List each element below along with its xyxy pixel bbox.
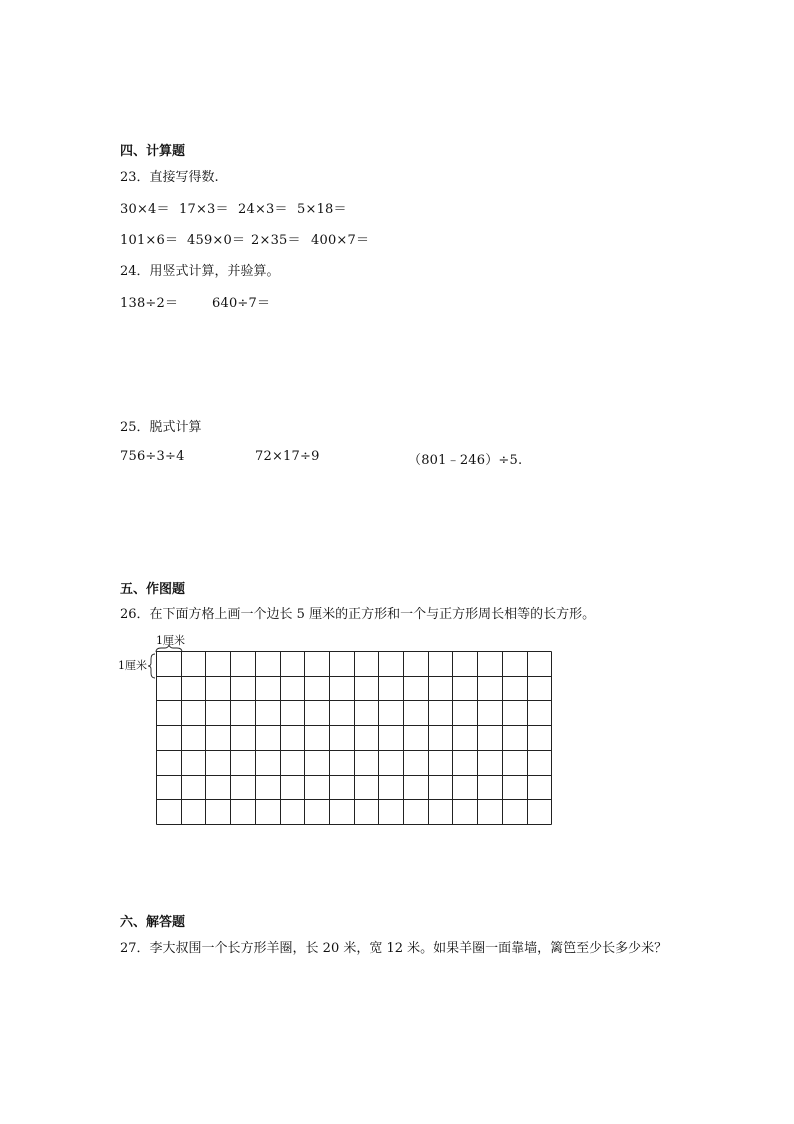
unit-label-left: 1厘米 bbox=[118, 659, 147, 672]
unit-label-top: 1厘米 bbox=[156, 634, 185, 647]
q23-expr-7: 2×35＝ bbox=[251, 233, 301, 248]
question-26-prompt: 26．在下面方格上画一个边长 5 厘米的正方形和一个与正方形周长相等的长方形。 bbox=[120, 607, 596, 622]
q25-expr-2: 72×17÷9 bbox=[255, 449, 320, 464]
q23-expr-3: 24×3＝ bbox=[238, 202, 288, 217]
q25-expr-1: 756÷3÷4 bbox=[120, 449, 185, 464]
q24-expr-2: 640÷7＝ bbox=[212, 296, 271, 311]
question-27-prompt: 27．李大叔围一个长方形羊圈，长 20 米，宽 12 米。如果羊圈一面靠墙，篱笆至少长多少米？ bbox=[120, 941, 668, 956]
section-title-drawing: 五、作图题 bbox=[120, 582, 186, 597]
q25-expr-3: （801﹣246）÷5. bbox=[408, 453, 523, 468]
q23-expr-5: 101×6＝ bbox=[120, 233, 179, 248]
section-title-word-problems: 六、解答题 bbox=[120, 915, 186, 930]
q23-expr-4: 5×18＝ bbox=[297, 202, 347, 217]
q23-expr-1: 30×4＝ bbox=[120, 202, 170, 217]
question-23-prompt: 23．直接写得数. bbox=[120, 170, 219, 185]
q23-expr-2: 17×3＝ bbox=[179, 202, 229, 217]
q24-expr-1: 138÷2＝ bbox=[120, 296, 179, 311]
square-grid[interactable] bbox=[156, 651, 556, 830]
left-brace-icon bbox=[148, 652, 156, 680]
q23-expr-6: 459×0＝ bbox=[187, 233, 246, 248]
question-25-prompt: 25．脱式计算 bbox=[120, 420, 202, 435]
section-title-calculation: 四、计算题 bbox=[120, 144, 186, 159]
q23-expr-8: 400×7＝ bbox=[311, 233, 370, 248]
question-24-prompt: 24．用竖式计算，并验算。 bbox=[120, 264, 280, 279]
